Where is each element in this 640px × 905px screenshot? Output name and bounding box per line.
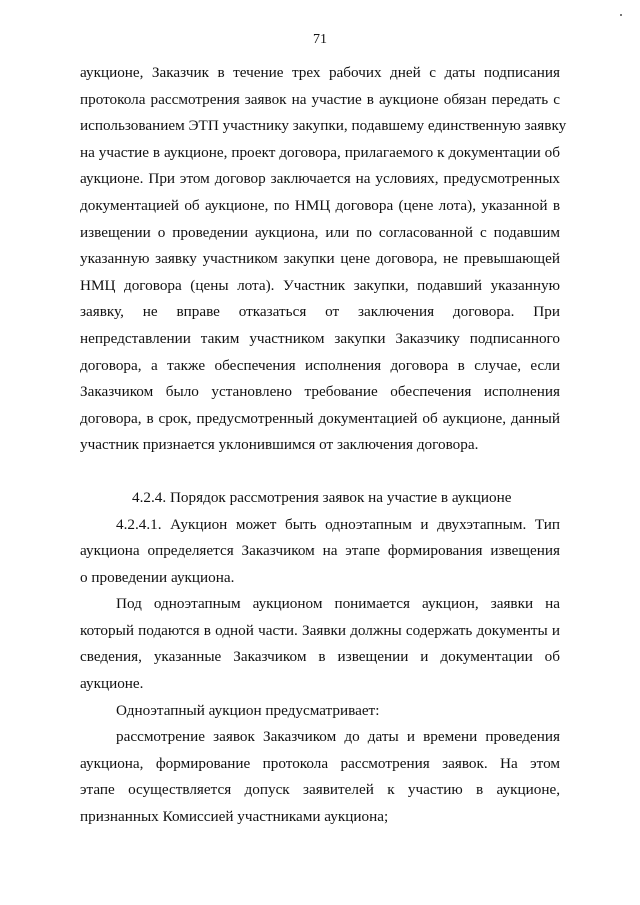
text-line: Под одноэтапным аукционом понимается аукцион, заявки на (116, 595, 560, 613)
text-line: протокола рассмотрения заявок на участие в аукционе обязан передать с (80, 90, 560, 108)
text-line: признанных Комиссией участниками аукциона; (80, 808, 389, 826)
text-line: на участие в аукционе, проект договора, прилагаемого к документации об (80, 143, 560, 161)
text-line: извещении о проведении аукциона, или по согласованной с подавшим (80, 223, 560, 241)
paragraph-review (80, 724, 560, 830)
text-line: Заказчиком было установлено требование обеспечения исполнения (80, 383, 560, 401)
paragraph-provides (80, 698, 560, 725)
text-line: сведения, указанные Заказчиком в извещении и документации об (80, 648, 560, 666)
text-line: непредставлении таким участником закупки Заказчику подписанного (80, 329, 560, 347)
text-line: Одноэтапный аукцион предусматривает: (116, 701, 380, 719)
text-line: о проведении аукциона. (80, 568, 235, 586)
text-line: договора, в срок, предусмотренный документацией об аукционе, данный (80, 409, 560, 427)
text-line: 4.2.4.1. Аукцион может быть одноэтапным и двухэтапным. Тип (116, 515, 560, 533)
text-line: документацией об аукционе, по НМЦ договора (цене лота), указанной в (80, 196, 560, 214)
text-line: аукциона определяется Заказчиком на этапе формирования извещения (80, 542, 560, 560)
page-number: 71 (313, 32, 327, 47)
text-line: рассмотрение заявок Заказчиком до даты и времени проведения (116, 728, 560, 746)
text-line: аукционе, Заказчик в течение трех рабочих дней с даты подписания (80, 64, 560, 81)
text-line: аукционе. При этом договор заключается на условиях, предусмотренных (80, 170, 560, 188)
document-body (80, 60, 567, 831)
text-line: который подаются в одной части. Заявки должны содержать документы и (80, 621, 560, 639)
scan-speck (620, 14, 622, 16)
paragraph-continuation (80, 60, 567, 459)
text-line: использованием ЭТП участнику закупки, подавшему единственную заявку (80, 117, 567, 135)
text-line: этапе осуществляется допуск заявителей к участию в аукционе, (80, 781, 560, 799)
text-line: аукционе. (80, 675, 144, 693)
text-line: указанную заявку участником закупки цене договора, не превышающей (80, 250, 560, 268)
section-heading: 4.2.4. Порядок рассмотрения заявок на участие в аукционе (132, 488, 512, 506)
text-line: НМЦ договора (цены лота). Участник закупки, подавший указанную (80, 276, 560, 294)
text-line: аукциона, формирование протокола рассмотрения заявок. На этом (80, 754, 560, 772)
section-gap (80, 459, 560, 485)
paragraph-single-stage (80, 591, 560, 697)
text-line: заявку, не вправе отказаться от заключения договора. При (80, 303, 560, 321)
paragraph-4-2-4-1 (80, 512, 560, 592)
text-line: договора, а также обеспечения исполнения договора в случае, если (80, 356, 560, 374)
text-line: участник признается уклонившимся от заключения договора. (80, 436, 479, 454)
